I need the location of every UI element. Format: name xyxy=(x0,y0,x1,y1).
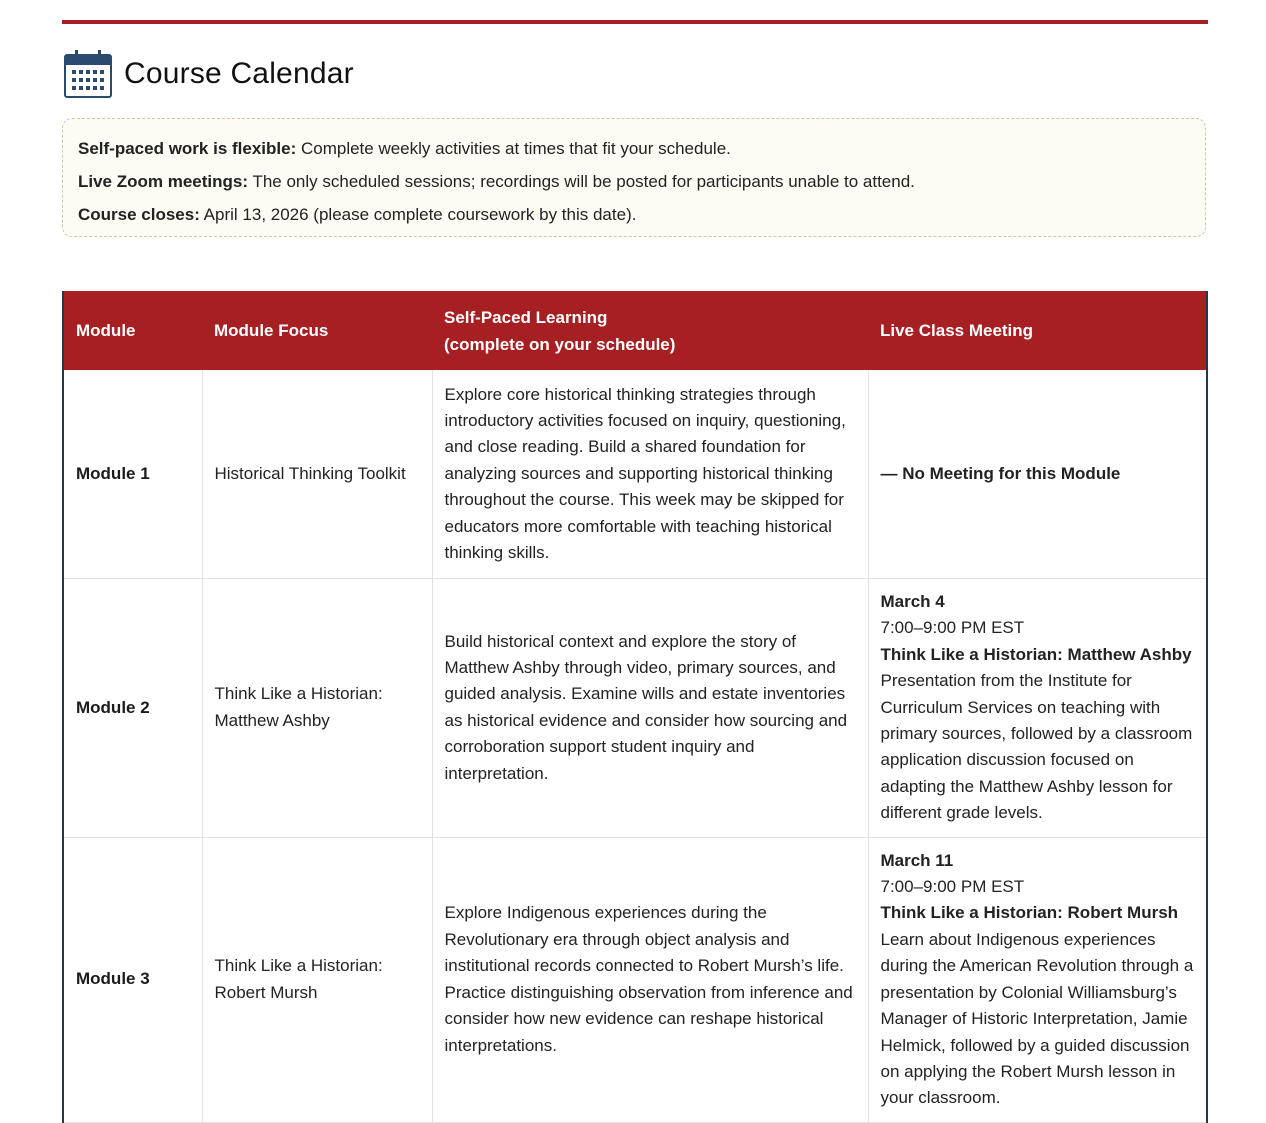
self-paced-cell: Explore core historical thinking strategies through introductory activities focused on inquiry, questioning, and close reading. Build a shared foundation for analyzing sources and supporting historical thinking throughout the course. This week may be skipped for educators more comfortable with teaching historical thinking skills. xyxy=(432,370,868,579)
notice-line-course-closes xyxy=(78,198,1190,231)
meeting-date: March 4 xyxy=(880,592,945,611)
header-self-paced-line2: (complete on your schedule) xyxy=(444,334,676,354)
table-row xyxy=(64,370,1206,579)
self-paced-cell: Explore Indigenous experiences during the Revolutionary era through object analysis and institutional records connected to Robert Mursh’s life. Practice distinguishing observation from inference and consider how new evidence can reshape historical interpretations. xyxy=(432,837,868,1122)
calendar-icon xyxy=(62,48,114,100)
notice-label: Live Zoom meetings: xyxy=(78,172,249,191)
live-meeting-cell xyxy=(868,837,1206,1122)
meeting-date: March 11 xyxy=(880,850,954,870)
meeting-description: Learn about Indigenous experiences during the American Revolution through a presentation by Colonial Williamsburg’s Manager of Historic Interpretation, Jamie Helmick, followed by a guided discussion on applying the Robert Mursh lesson in your classroom. xyxy=(880,929,1194,1108)
live-meeting-cell xyxy=(868,579,1206,838)
calendar-table xyxy=(64,291,1206,1123)
header-self-paced xyxy=(432,291,868,370)
focus-cell: Think Like a Historian: Robert Mursh xyxy=(202,837,432,1122)
course-notice-box xyxy=(62,118,1206,237)
notice-line-self-paced xyxy=(78,132,1190,165)
module-cell: Module 2 xyxy=(64,579,202,838)
meeting-description: Presentation from the Institute for Curriculum Services on teaching with primary sources, followed by a classroom application discussion focused on adapting the Matthew Ashby lesson for different grade levels. xyxy=(880,671,1193,823)
notice-label: Self-paced work is flexible: xyxy=(78,139,297,158)
header-module: Module xyxy=(76,321,136,340)
notice-text: The only scheduled sessions; recordings will be posted for participants unable to attend. xyxy=(248,172,915,191)
meeting-time: 7:00–9:00 PM EST xyxy=(880,618,1025,638)
notice-label: Course closes: xyxy=(78,205,200,224)
meeting-title: Think Like a Historian: Robert Mursh xyxy=(880,903,1179,923)
calendar-table-container xyxy=(62,291,1208,1123)
focus-cell: Historical Thinking Toolkit xyxy=(202,370,432,579)
title-row xyxy=(62,48,354,100)
meeting-title: Think Like a Historian: Matthew Ashby xyxy=(880,644,1192,664)
live-meeting-cell xyxy=(868,370,1206,579)
notice-text: April 13, 2026 (please complete coursework by this date). xyxy=(199,205,637,224)
module-cell: Module 3 xyxy=(64,837,202,1122)
module-cell: Module 1 xyxy=(64,370,202,579)
focus-cell: Think Like a Historian: Matthew Ashby xyxy=(202,579,432,838)
no-meeting-text: — No Meeting for this Module xyxy=(880,463,1121,483)
page-title: Course Calendar xyxy=(124,57,354,90)
notice-line-live-zoom xyxy=(78,165,1190,198)
table-header-row xyxy=(64,291,1206,370)
top-accent-rule xyxy=(62,20,1208,24)
header-live-meeting: Live Class Meeting xyxy=(880,321,1034,340)
notice-text: Complete weekly activities at times that fit your schedule. xyxy=(296,139,731,158)
header-self-paced-line1: Self-Paced Learning xyxy=(444,307,608,327)
meeting-time: 7:00–9:00 PM EST xyxy=(880,877,1025,897)
self-paced-cell: Build historical context and explore the story of Matthew Ashby through video, primary sources, and guided analysis. Examine wills and estate inventories as historical evidence and consider how sourcing and corroboration support student inquiry and interpretation. xyxy=(432,579,868,838)
header-module-focus: Module Focus xyxy=(214,321,329,340)
table-row xyxy=(64,837,1206,1122)
table-row xyxy=(64,579,1206,838)
